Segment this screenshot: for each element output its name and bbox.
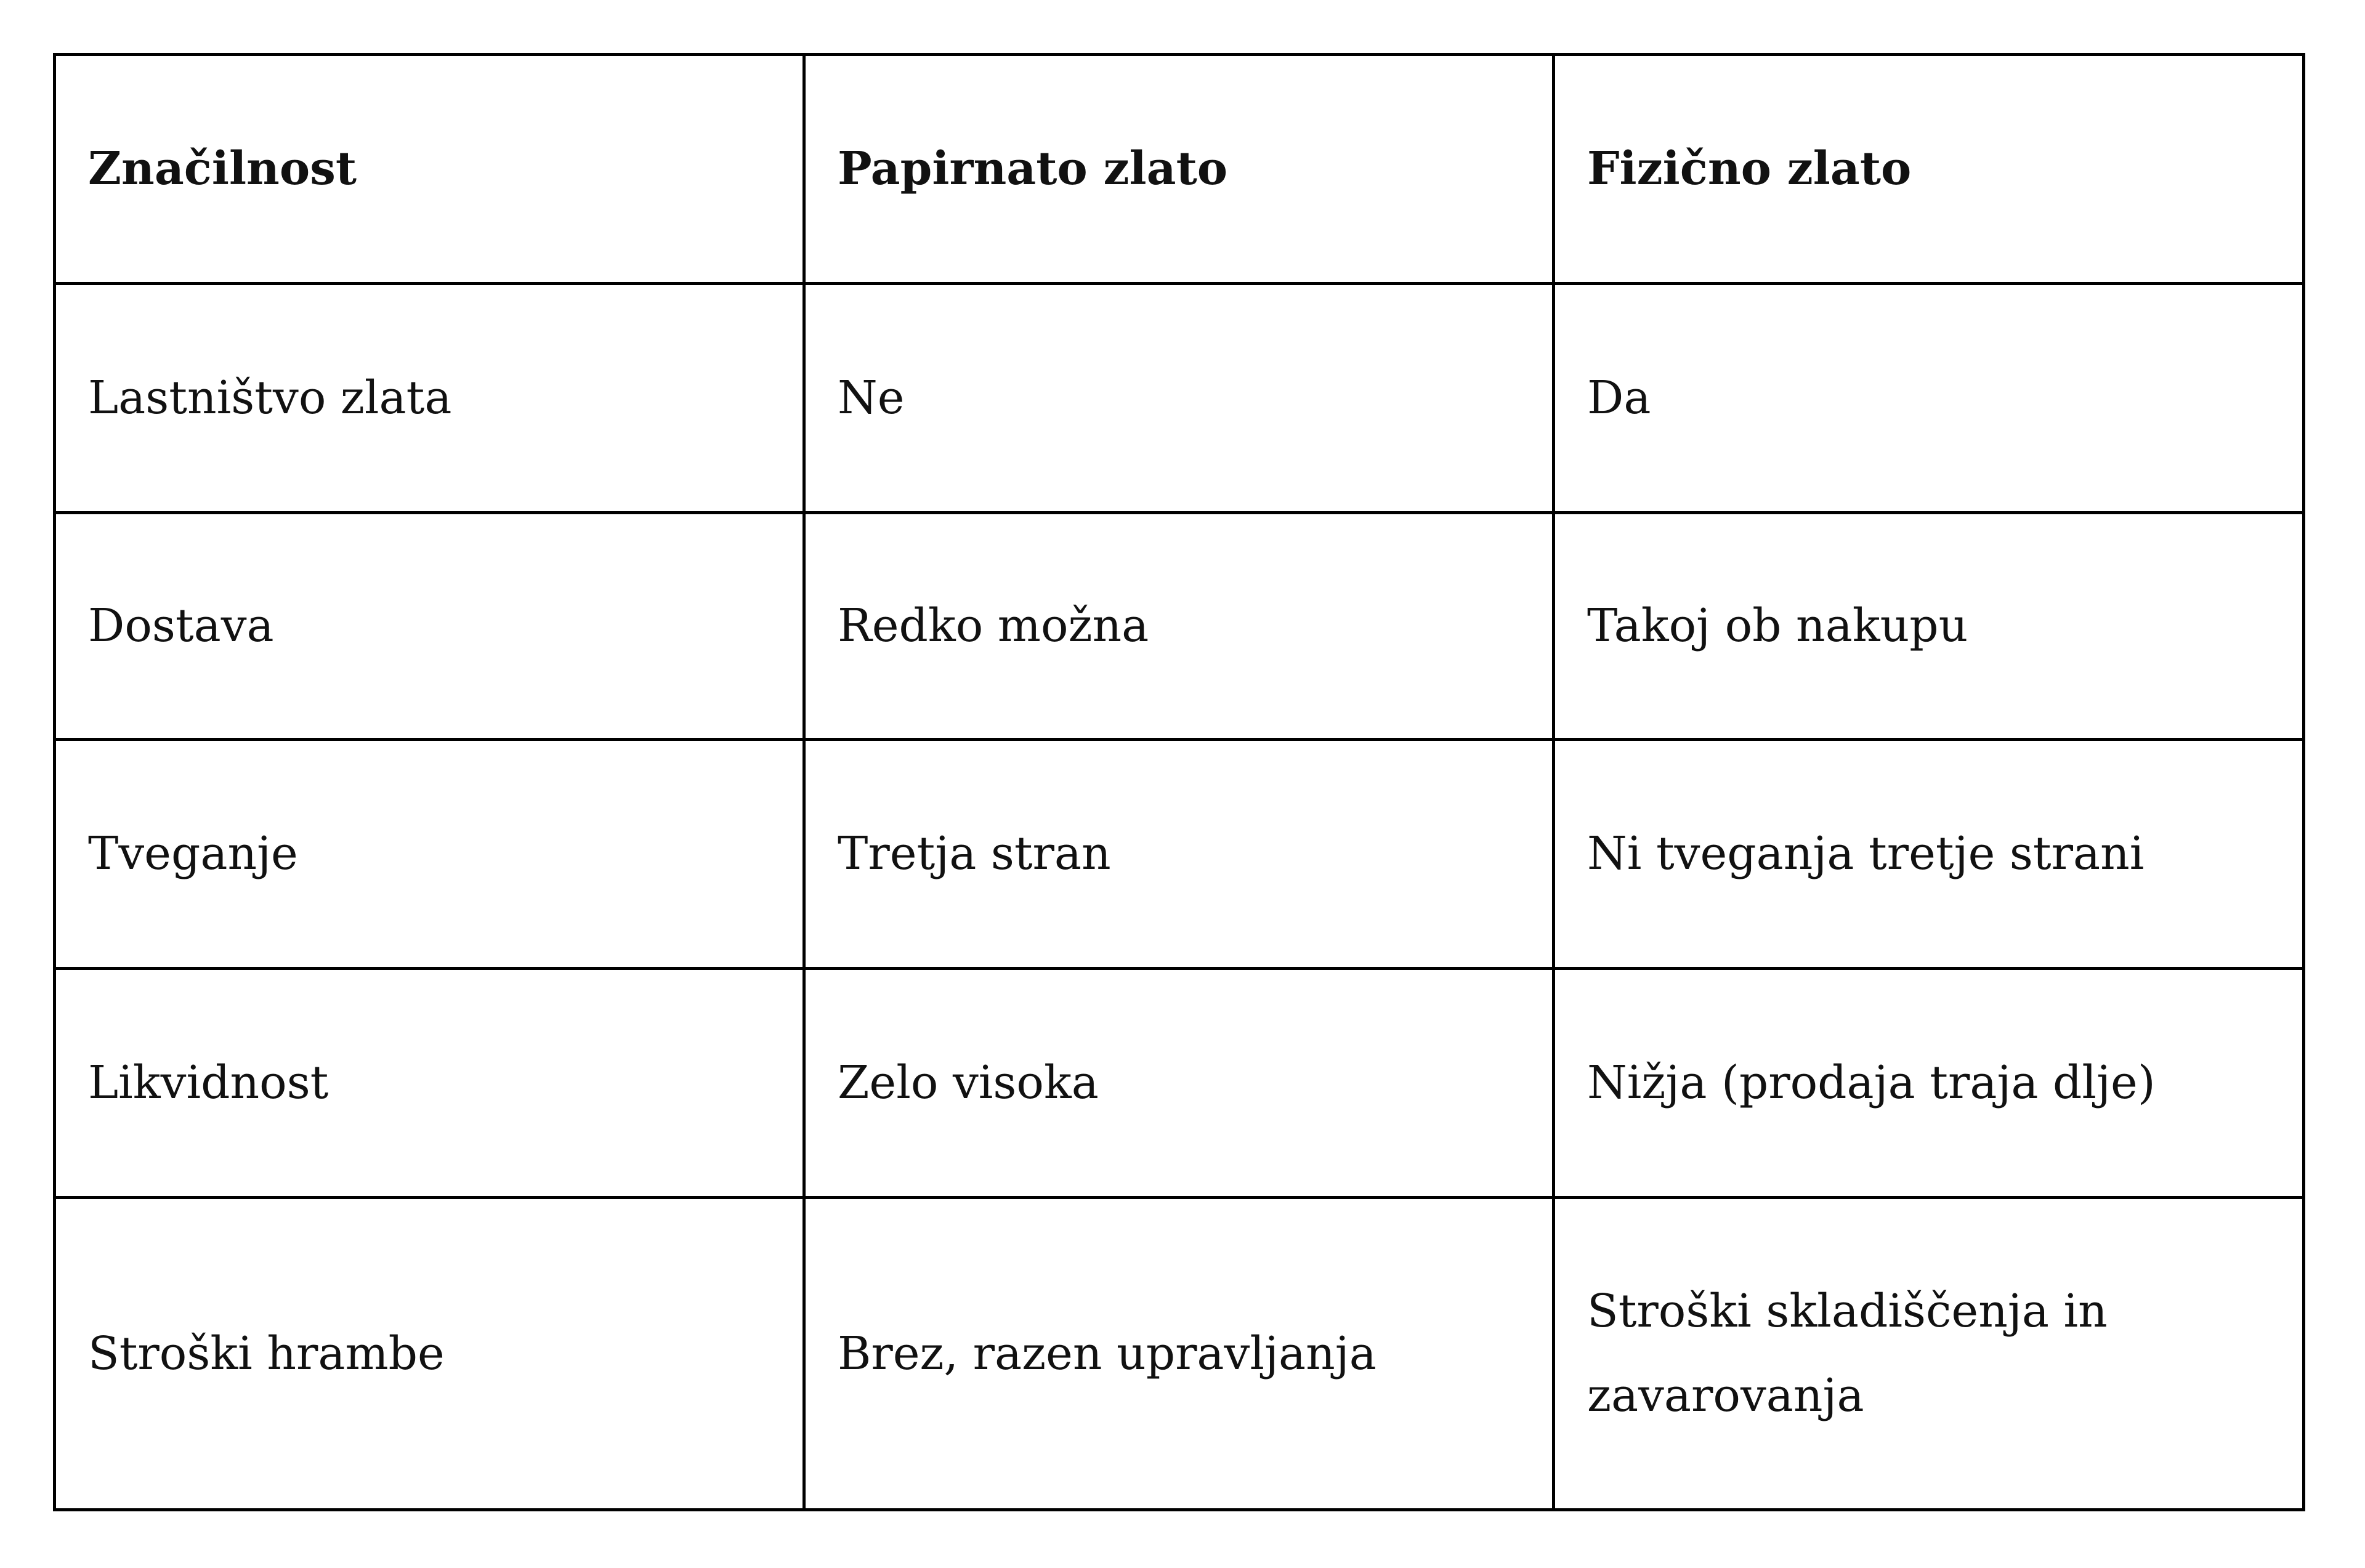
paper-cell: Redko možna [804, 513, 1554, 740]
table-row [55, 1198, 2304, 1510]
physical-cell: Takoj ob nakupu [1554, 513, 2304, 740]
header-row [55, 55, 2304, 284]
feature-cell: Lastništvo zlata [55, 284, 804, 513]
paper-cell: Tretja stran [804, 740, 1554, 969]
header-physical-gold: Fizično zlato [1554, 55, 2304, 284]
table-row [55, 513, 2304, 740]
table-row [55, 969, 2304, 1198]
paper-cell: Ne [804, 284, 1554, 513]
comparison-table [53, 53, 2305, 1511]
physical-cell: Da [1554, 284, 2304, 513]
table-row [55, 740, 2304, 969]
physical-cell: Nižja (prodaja traja dlje) [1554, 969, 2304, 1198]
feature-cell: Stroški hrambe [55, 1198, 804, 1510]
feature-cell: Tveganje [55, 740, 804, 969]
feature-cell: Dostava [55, 513, 804, 740]
physical-cell: Stroški skladiščenja in zavarovanja [1554, 1198, 2304, 1510]
paper-cell: Zelo visoka [804, 969, 1554, 1198]
header-paper-gold: Papirnato zlato [804, 55, 1554, 284]
table-row [55, 284, 2304, 513]
paper-cell: Brez, razen upravljanja [804, 1198, 1554, 1510]
feature-cell: Likvidnost [55, 969, 804, 1198]
physical-cell: Ni tveganja tretje strani [1554, 740, 2304, 969]
header-feature: Značilnost [55, 55, 804, 284]
